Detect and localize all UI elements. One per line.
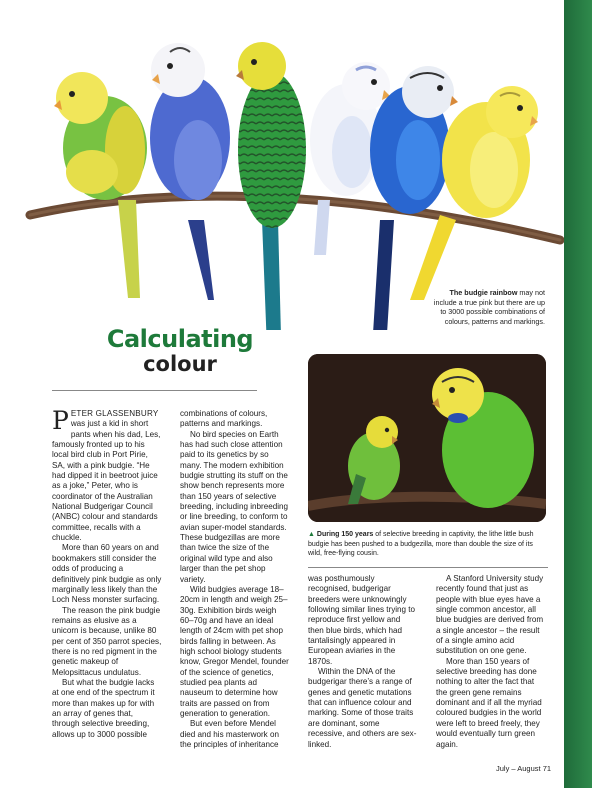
hero-caption-bold: The budgie rainbow [449,288,518,297]
column-1-paragraph-3: The reason the pink budgie remains as elusive as a unicorn is because, unlike 80 per cent of 350 parrot species, there is no red pigment in the genetic makeup of Melopsittacus undulatus. [52,605,162,677]
column-1-paragraph-1-text: was just a kid in short pants when his dad, Les, famously fronted up to his local bird club in Port Pirie, SA, with a pink budgie. “He had dipped it in beetroot juice as a joke,” Peter, who is coordinator of the Australian National Budgerigar Council (ANBC) colour and standards committee, recalls with a chuckle. [52,419,161,543]
article-column-1 [52,406,162,740]
hero-caption-text: may not include a true pink but there are up to 3000 possible combinations of colours, patterns and markings. [433,288,545,326]
headline-line-2: colour [143,352,217,376]
article-headline [100,326,260,376]
photo2-caption-bold: During 150 years [316,531,374,538]
column-2-paragraph-2: No bird species on Earth has had such close attention paid to its genetics by so many. The modern exhibition budgie strutting its stuff on the show bench represents more than 150 years of selective breeding, including inbreeding or line breeding, to conform to avian super-model standards. These budgezillas are more than twice the size of the original wild type and also larger than the pet shop variety. [180,429,288,584]
column-2-paragraph-3: Wild budgies average 18–20cm in length and weigh 25–30g. Exhibition birds weigh 60–70g and have an ideal length of 24cm with pet shop birds falling in between. As high school biology students know, Gregor Mendel, founder of the science of genetics, studied pea plants ad nauseum to determine how traits are passed on from generation to generation. [180,584,289,718]
column-2-paragraph-1: combinations of colours, patterns and markings. [180,409,268,429]
drop-cap: P [52,406,69,435]
hero-caption [430,288,545,326]
page-edge-strip [564,0,592,788]
article-column-2 [180,409,290,750]
photo2-caption-text: of selective breeding in captivity, the lithe little bush budgie has been pushed to a budgezilla, more than double the size of its wild, free-flying cousin. [308,531,534,558]
column-2-paragraph-4: But even before Mendel died and his masterwork on the principles of inheritance [180,719,279,749]
page-folio: July – August 71 [496,764,552,773]
caption-divider-rule [308,567,548,568]
column-3-paragraph-2: Within the DNA of the budgerigar there’s a range of genes and genetic mutations that can influence colour and marking. Some of those traits are dominant, some recessive, and others are sex-linked. [308,667,417,749]
column-1-paragraph-4: But what the budgie lacks at one end of the spectrum it more than makes up for with an array of genes that, through selective breeding, allows up to 3000 possible [52,677,155,739]
column-1-paragraph-2: More than 60 years on and bookmakers still consider the odds of producing a definitively pink budgie as only marginally less likely than the Loch Ness monster surfacing. [52,543,162,605]
photo2-caption [308,530,548,559]
budgie-size-comparison-photo [308,354,546,522]
column-4-paragraph-2: More than 150 years of selective breeding has done nothing to alter the fact that the green gene remains dominant and if all the myriad coloured budgies in the world were left to breed freely, they would eventually turn green again. [436,656,542,749]
article-column-3 [308,574,418,750]
column-1-paragraph-1 [52,406,162,543]
intro-caps: ETER GLASSENBURY [70,409,159,418]
divider-rule [52,390,257,391]
article-column-4 [436,574,546,750]
column-4-paragraph-1: A Stanford University study recently found that just as people with blue eyes have a single common ancestor, all blue budgies are derived from a single ancestor – the result of a single amino acid substitution on one gene. [436,574,544,656]
triangle-up-icon: ▲ [308,531,315,538]
hero-budgies-photo [0,0,564,330]
column-3-paragraph-1: was posthumously recognised, budgerigar breeders were unknowingly following similar lines trying to reproduce first yellow and then blue birds, which had tantalisingly appeared in European aviaries in the 1870s. [308,574,416,666]
headline-line-1: Calculating [106,325,254,353]
